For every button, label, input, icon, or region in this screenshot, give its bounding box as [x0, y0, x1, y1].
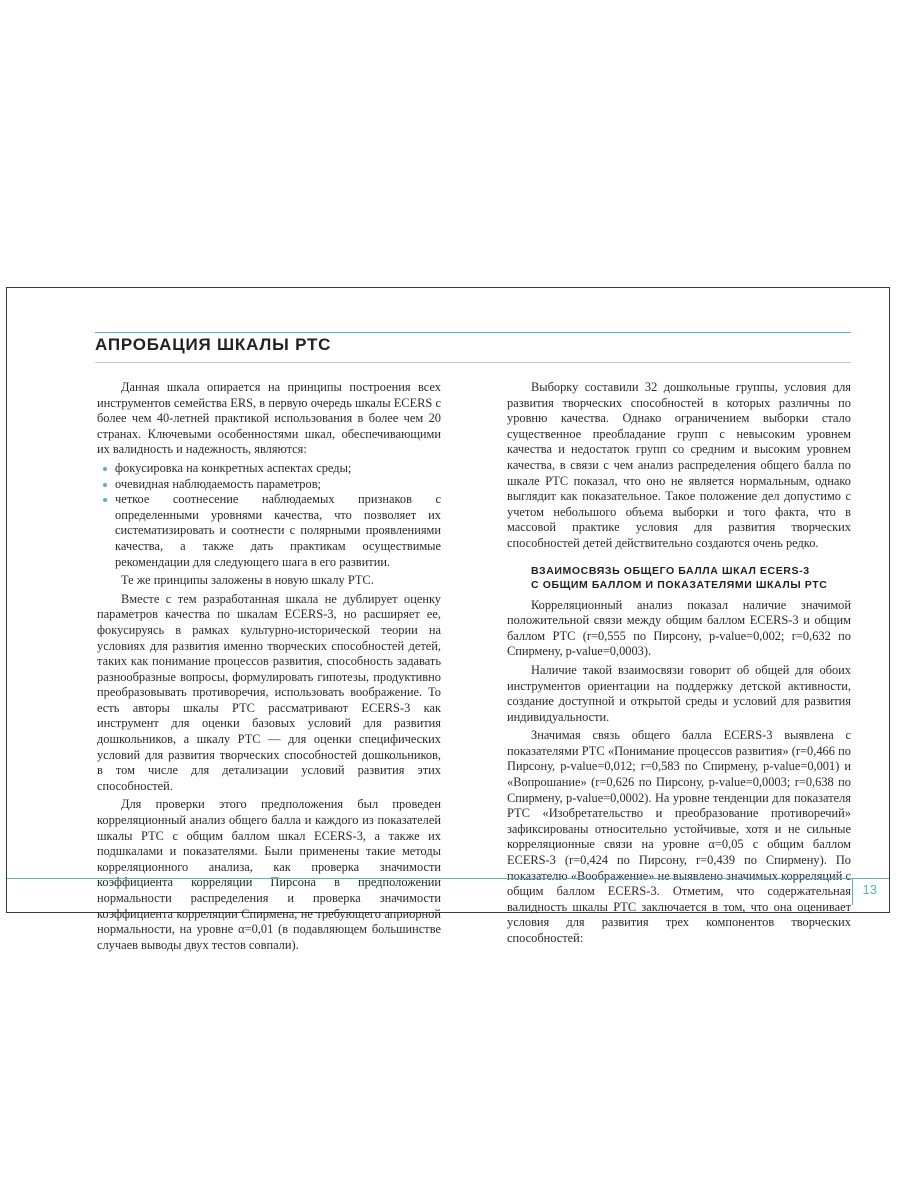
paragraph: Корреляционный анализ показал наличие значимой положительной связи между общим баллом ECERS-3 и общим баллом РТС (r=0,555 по Пирсону, p-value=0,002; r=0,632 по Спирмену, p-value=0,0003). — [507, 597, 851, 659]
paragraph: Для проверки этого предположения был проведен корреляционный анализ общего балла и каждого из показателей шкалы РТС с общим баллом шкал ECERS-3, а также их подшкалами и показателями. Были применены такие методы корреляционного анализа, как проверка значимости коэффициента корреляции Пирсона в предположении нормальности распределения и проверка значимости коэффициента корреляции Спирмена, не требующего априорной нормальности, на уровне α=0,01 (в подавляющем большинстве случаев выводы двух тестов совпали). — [97, 797, 441, 952]
bullet-item: фокусировка на конкретных аспектах среды; — [97, 461, 441, 477]
section-title: АПРОБАЦИЯ ШКАЛЫ РТС — [95, 335, 332, 354]
heading-top-rule — [95, 332, 851, 333]
right-column — [507, 380, 851, 950]
left-column — [97, 380, 441, 956]
paragraph: Выборку составили 32 дошкольные группы, условия для развития творческих способностей в которых различны по уровню качества. Однако ограничением выборки стало существенное преобладание групп с невысоким уровнем качества и недостаток групп со средним и высоким уровнем качества, в связи с чем анализ распределения общего балла по шкале РТС показал, что оно не является нормальным, однако выглядит как показательное. Такое положение дел допустимо с учетом небольшого объема выборки и того факта, что в массовой практике условия для развития творческих способностей детей действительно создаются очень редко. — [507, 380, 851, 550]
subsection-heading-line: ВЗАИМОСВЯЗЬ ОБЩЕГО БАЛЛА ШКАЛ ECERS-3 — [531, 564, 810, 577]
paragraph: Те же принципы заложены в новую шкалу РТС. — [121, 573, 374, 588]
heading-bottom-rule — [95, 362, 851, 363]
subsection-heading-line: С ОБЩИМ БАЛЛОМ И ПОКАЗАТЕЛЯМИ ШКАЛЫ РТС — [531, 578, 828, 591]
bullet-item: очевидная наблюдаемость параметров; — [97, 477, 441, 493]
bullet-item: четкое соотнесение наблюдаемых признаков с определенными уровнями качества, что позволяет их систематизировать и соотнести с полярными проявлениями качества, а также дать практикам осуществимые рекомендации для следующего шага в его развитии. — [97, 492, 441, 570]
bullet-list — [97, 461, 441, 570]
footer-rule — [7, 878, 889, 879]
paragraph: Значимая связь общего балла ECERS-3 выявлена с показателями РТС «Понимание процессов развития» (r=0,466 по Пирсону, p-value=0,012; r=0,583 по Спирмену, p-value=0,001) и «Вопрошание» (r=0,626 по Пирсону, p-value=0,0003; r=0,638 по Спирмену, p-value=0,0002). На уровне тенденции для показателя РТС «Изобретательство и преобразование противоречий» зафиксированы относительно устойчивые, хотя и не сильные корреляционные связи на уровне α=0,05 с общим баллом ECERS-3 (r=0,424 по Пирсону, r=0,439 по Спирмену). По показателю «Воображение» не выявлено значимых корреляций с общим баллом ECERS-3. Отметим, что содержательная валидность шкалы РТС заключается в том, что она оценивает условия для развития трех компонентов творческих способностей: — [507, 728, 851, 945]
paragraph: Вместе с тем разработанная шкала не дублирует оценку параметров качества по шкалам ECERS-3, но расширяет ее, фокусируясь в рамках культурно-исторической теории на условиях для развития именно творческих способностей детей, таких как понимание процессов развития, способность задавать разнообразные вопросы, формулировать гипотезы, продуктивно преобразовывать противоречия, использовать воображение. То есть авторы шкалы РТС рассматривают ECERS-3 как инструмент для оценки базовых условий для развития дошкольников, а шкалу РТС — для оценки специфических условий для развития творческих способностей дошкольников, в том числе для детализации условий развития этих способностей. — [97, 591, 441, 793]
subsection-heading — [531, 564, 851, 592]
book-page — [6, 287, 890, 952]
bullet-icon — [103, 498, 107, 502]
bullet-icon — [103, 483, 107, 487]
page-number: 13 — [862, 882, 877, 897]
paragraph: Данная шкала опирается на принципы построения всех инструментов семейства ERS, в первую очередь шкалы ECERS с более чем 40-летней практикой использования в более чем 20 странах. Ключевыми особенностями шкал, обеспечивающими их валидность и надежность, являются: — [97, 380, 441, 457]
bullet-icon — [103, 467, 107, 471]
footer-divider — [852, 879, 853, 905]
paragraph: Наличие такой взаимосвязи говорит об общей для обоих инструментов ориентации на поддержку детской активности, создание доступной и открытой среды и условий для развития индивидуальности. — [507, 662, 851, 724]
